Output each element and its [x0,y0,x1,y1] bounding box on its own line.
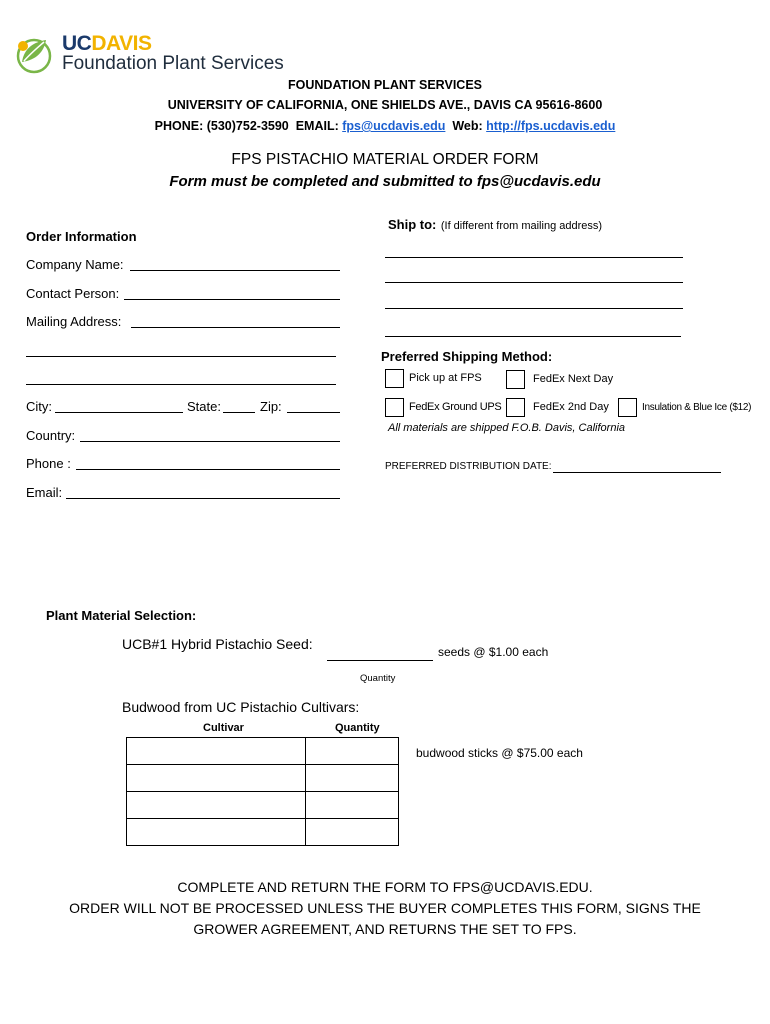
cultivar-cell[interactable] [127,792,306,819]
company-field[interactable] [130,270,340,271]
mailing-label: Mailing Address: [26,314,122,329]
shipping-method-heading: Preferred Shipping Method: [381,349,553,364]
email-label: Email: [26,485,63,500]
phone-label: Phone : [26,456,71,471]
order-info-heading: Order Information [26,229,137,244]
table-row [127,765,399,792]
form-subtitle: Form must be completed and submitted to fps@ucdavis.edu [169,173,601,190]
city-label: City: [26,399,52,414]
footer-line-2: ORDER WILL NOT BE PROCESSED UNLESS THE BUYER COMPLETES THIS FORM, SIGNS THE [69,900,701,916]
state-label: State: [187,399,221,414]
seed-price: seeds @ $1.00 each [438,645,549,659]
distribution-date-label: PREFERRED DISTRIBUTION DATE: [385,461,552,472]
distribution-date-field[interactable] [553,472,721,473]
footer-line-1: COMPLETE AND RETURN THE FORM TO FPS@UCDAVIS.EDU. [177,879,593,895]
quantity-cell[interactable] [306,765,399,792]
seed-quantity-caption: Quantity [360,673,396,684]
quantity-column-header: Quantity [335,722,380,734]
header-contact: PHONE: (530)752-3590 EMAIL: fps@ucdavis.edu Web: http://fps.ucdavis.edu [154,119,616,133]
pickup-checkbox[interactable] [385,369,404,388]
fedex-ground-ups-label: FedEx Ground UPS [409,401,502,413]
ship-to-heading: Ship to: (If different from mailing address) [388,217,603,232]
quantity-cell[interactable] [306,792,399,819]
ucdavis-leaf-logo-icon [14,34,54,74]
plant-selection-heading: Plant Material Selection: [46,608,197,623]
seed-label: UCB#1 Hybrid Pistachio Seed: [122,636,313,652]
insulation-label: Insulation & Blue Ice ($12) [642,402,752,413]
fedex-next-day-checkbox[interactable] [506,370,525,389]
ship-to-field-1[interactable] [385,257,683,258]
header-org: FOUNDATION PLANT SERVICES [288,78,482,92]
header-address: UNIVERSITY OF CALIFORNIA, ONE SHIELDS AVE., DAVIS CA 95616-8600 [167,98,603,112]
budwood-table [126,737,399,846]
footer-line-3: GROWER AGREEMENT, AND RETURNS THE SET TO FPS. [193,921,577,937]
zip-label: Zip: [260,399,282,414]
city-field[interactable] [55,412,183,413]
state-field[interactable] [223,412,255,413]
ship-to-field-3[interactable] [385,308,683,309]
zip-field[interactable] [287,412,340,413]
fedex-next-day-label: FedEx Next Day [533,373,614,385]
quantity-cell[interactable] [306,738,399,765]
quantity-cell[interactable] [306,819,399,846]
mailing-field-1[interactable] [131,327,340,328]
cultivar-cell[interactable] [127,738,306,765]
cultivar-cell[interactable] [127,765,306,792]
ship-to-field-4[interactable] [385,336,681,337]
pickup-label: Pick up at FPS [409,372,482,384]
email-field[interactable] [66,498,340,499]
cultivar-column-header: Cultivar [203,722,244,734]
brand-name: Foundation Plant Services [62,53,284,74]
web-link[interactable]: http://fps.ucdavis.edu [486,119,616,133]
insulation-checkbox[interactable] [618,398,637,417]
contact-label: Contact Person: [26,286,120,301]
country-label: Country: [26,428,76,443]
email-link[interactable]: fps@ucdavis.edu [342,119,446,133]
budwood-label: Budwood from UC Pistachio Cultivars: [122,699,360,715]
form-title: FPS PISTACHIO MATERIAL ORDER FORM [231,151,539,168]
seed-quantity-field[interactable] [327,660,433,661]
table-row [127,792,399,819]
fedex-2nd-day-label: FedEx 2nd Day [533,401,609,413]
table-row [127,819,399,846]
company-label: Company Name: [26,257,124,272]
country-field[interactable] [80,441,340,442]
fedex-2nd-day-checkbox[interactable] [506,398,525,417]
fedex-ground-ups-checkbox[interactable] [385,398,404,417]
phone-field[interactable] [76,469,340,470]
ship-to-field-2[interactable] [385,282,683,283]
fob-note: All materials are shipped F.O.B. Davis, California [388,422,626,434]
table-row [127,738,399,765]
brand-wordmark: UCDAVIS [62,32,152,55]
cultivar-cell[interactable] [127,819,306,846]
budwood-price: budwood sticks @ $75.00 each [416,746,583,760]
mailing-field-3[interactable] [26,384,336,385]
mailing-field-2[interactable] [26,356,336,357]
contact-field[interactable] [124,299,340,300]
